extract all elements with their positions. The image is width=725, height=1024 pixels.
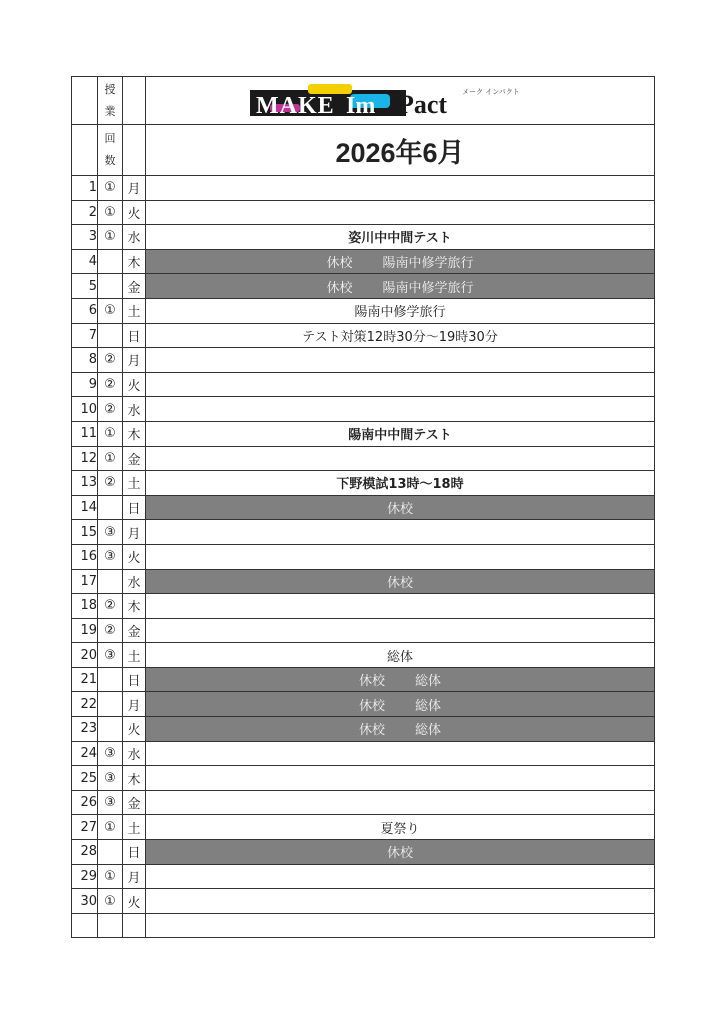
lesson-count: ③ <box>98 643 123 668</box>
lesson-count: ② <box>98 372 123 397</box>
lesson-label-char-1: 授 <box>104 82 116 96</box>
weekday: 木 <box>123 766 146 791</box>
count-label-char-1: 回 <box>104 132 116 145</box>
day-number: 21 <box>72 667 98 692</box>
header-blank-cell <box>123 125 146 176</box>
day-number: 3 <box>72 225 98 250</box>
event-note-text: 陽南中中間テスト <box>348 428 452 444</box>
lesson-count <box>98 692 123 717</box>
weekday: 月 <box>123 864 146 889</box>
event-note-secondary: 陽南中修学旅行 <box>382 280 474 296</box>
lesson-count: ① <box>98 200 123 225</box>
header-blank-cell <box>72 125 98 176</box>
day-number: 7 <box>72 323 98 348</box>
day-row <box>72 225 655 250</box>
weekday: 木 <box>123 249 146 274</box>
lesson-count: ③ <box>98 544 123 569</box>
day-row <box>72 176 655 201</box>
weekday: 火 <box>123 889 146 914</box>
event-note <box>146 889 655 914</box>
event-note-text: 姿川中中間テスト <box>348 231 452 247</box>
day-row <box>72 643 655 668</box>
header-blank-cell <box>123 77 146 125</box>
day-number: 30 <box>72 889 98 914</box>
lesson-label-top <box>98 77 123 125</box>
weekday: 火 <box>123 372 146 397</box>
event-note-text: 休校 <box>358 698 385 714</box>
header-blank-cell <box>72 77 98 125</box>
count-label-char-2: 数 <box>104 154 116 167</box>
day-number: 29 <box>72 864 98 889</box>
logo-cell <box>146 77 655 125</box>
weekday: 金 <box>123 790 146 815</box>
event-note-text: 夏祭り <box>380 821 420 837</box>
weekday: 金 <box>123 274 146 299</box>
day-number: 11 <box>72 421 98 446</box>
lesson-count: ③ <box>98 766 123 791</box>
weekday <box>123 913 146 938</box>
logo-text-left: MAKE <box>256 92 335 118</box>
weekday: 木 <box>123 594 146 619</box>
event-note <box>146 569 655 594</box>
lesson-count <box>98 569 123 594</box>
event-note <box>146 618 655 643</box>
day-number: 20 <box>72 643 98 668</box>
day-number: 10 <box>72 397 98 422</box>
lesson-count <box>98 717 123 742</box>
lesson-count: ② <box>98 594 123 619</box>
lesson-count <box>98 667 123 692</box>
lesson-count <box>98 913 123 938</box>
lesson-count: ② <box>98 348 123 373</box>
event-note <box>146 815 655 840</box>
day-number: 6 <box>72 298 98 323</box>
event-note <box>146 544 655 569</box>
weekday: 月 <box>123 348 146 373</box>
lesson-count <box>98 323 123 348</box>
day-row <box>72 692 655 717</box>
day-row <box>72 840 655 865</box>
weekday: 土 <box>123 471 146 496</box>
lesson-count: ① <box>98 298 123 323</box>
day-row <box>72 446 655 471</box>
weekday: 水 <box>123 569 146 594</box>
lesson-count: ① <box>98 815 123 840</box>
event-note <box>146 225 655 250</box>
day-number: 24 <box>72 741 98 766</box>
day-number: 22 <box>72 692 98 717</box>
day-number: 12 <box>72 446 98 471</box>
day-row <box>72 913 655 938</box>
event-note <box>146 840 655 865</box>
day-row <box>72 348 655 373</box>
event-note-text: 休校 <box>358 674 385 690</box>
day-row <box>72 495 655 520</box>
day-row <box>72 741 655 766</box>
day-row <box>72 372 655 397</box>
header-row-1 <box>72 77 655 125</box>
event-note-text: 陽南中修学旅行 <box>354 305 446 321</box>
weekday: 火 <box>123 717 146 742</box>
event-note <box>146 692 655 717</box>
day-number: 28 <box>72 840 98 865</box>
weekday: 土 <box>123 815 146 840</box>
event-note <box>146 348 655 373</box>
event-note-secondary: 総体 <box>415 698 442 714</box>
event-note <box>146 766 655 791</box>
day-row <box>72 889 655 914</box>
day-row <box>72 594 655 619</box>
header-row-2 <box>72 125 655 176</box>
day-row <box>72 717 655 742</box>
lesson-count: ① <box>98 864 123 889</box>
day-row <box>72 766 655 791</box>
lesson-count: ③ <box>98 790 123 815</box>
event-note <box>146 864 655 889</box>
day-number: 23 <box>72 717 98 742</box>
day-number <box>72 913 98 938</box>
event-note <box>146 176 655 201</box>
weekday: 月 <box>123 520 146 545</box>
day-row <box>72 815 655 840</box>
event-note <box>146 274 655 299</box>
day-row <box>72 249 655 274</box>
event-note-text: 休校 <box>386 575 413 591</box>
event-note-text: テスト対策12時30分～19時30分 <box>302 329 498 345</box>
day-number: 4 <box>72 249 98 274</box>
weekday: 土 <box>123 298 146 323</box>
make-impact-logo <box>250 84 550 118</box>
lesson-count: ① <box>98 421 123 446</box>
day-row <box>72 667 655 692</box>
day-row <box>72 520 655 545</box>
weekday: 月 <box>123 692 146 717</box>
day-number: 16 <box>72 544 98 569</box>
event-note-text: 下野模試13時～18時 <box>336 477 464 493</box>
day-row <box>72 864 655 889</box>
lesson-count: ① <box>98 225 123 250</box>
event-note <box>146 741 655 766</box>
logo-kana: メーク インパクト <box>462 87 520 96</box>
event-note <box>146 249 655 274</box>
lesson-count: ① <box>98 889 123 914</box>
day-row <box>72 471 655 496</box>
day-number: 14 <box>72 495 98 520</box>
day-number: 19 <box>72 618 98 643</box>
event-note <box>146 323 655 348</box>
event-note-secondary: 総体 <box>415 723 442 739</box>
weekday: 月 <box>123 176 146 201</box>
event-note-text: 休校 <box>326 280 353 296</box>
day-number: 13 <box>72 471 98 496</box>
lesson-count <box>98 249 123 274</box>
event-note <box>146 520 655 545</box>
lesson-count <box>98 274 123 299</box>
event-note-text: 休校 <box>386 846 413 862</box>
day-number: 17 <box>72 569 98 594</box>
event-note <box>146 471 655 496</box>
weekday: 火 <box>123 544 146 569</box>
event-note <box>146 913 655 938</box>
lesson-count: ③ <box>98 520 123 545</box>
weekday: 水 <box>123 741 146 766</box>
lesson-label-char-2: 業 <box>104 104 116 118</box>
day-number: 9 <box>72 372 98 397</box>
day-number: 1 <box>72 176 98 201</box>
weekday: 日 <box>123 667 146 692</box>
weekday: 金 <box>123 446 146 471</box>
day-row <box>72 421 655 446</box>
day-number: 2 <box>72 200 98 225</box>
weekday: 日 <box>123 323 146 348</box>
logo-text-mid: Im <box>346 92 376 118</box>
day-row <box>72 298 655 323</box>
lesson-count: ② <box>98 397 123 422</box>
event-note <box>146 397 655 422</box>
lesson-count: ③ <box>98 741 123 766</box>
event-note <box>146 372 655 397</box>
weekday: 日 <box>123 495 146 520</box>
event-note-text: 休校 <box>326 256 353 272</box>
lesson-count <box>98 495 123 520</box>
weekday: 水 <box>123 225 146 250</box>
day-row <box>72 397 655 422</box>
day-number: 25 <box>72 766 98 791</box>
schedule-table <box>71 76 655 938</box>
lesson-count: ① <box>98 176 123 201</box>
page-title: 2026年6月 <box>146 125 655 176</box>
lesson-count <box>98 840 123 865</box>
weekday: 火 <box>123 200 146 225</box>
weekday: 日 <box>123 840 146 865</box>
day-row <box>72 323 655 348</box>
event-note <box>146 594 655 619</box>
day-number: 26 <box>72 790 98 815</box>
day-row <box>72 790 655 815</box>
event-note-secondary: 陽南中修学旅行 <box>382 256 474 272</box>
event-note <box>146 717 655 742</box>
weekday: 水 <box>123 397 146 422</box>
event-note-text: 総体 <box>386 649 413 665</box>
event-note <box>146 200 655 225</box>
event-note <box>146 421 655 446</box>
day-number: 18 <box>72 594 98 619</box>
logo-text-right: Pact <box>398 89 448 118</box>
day-row <box>72 544 655 569</box>
event-note <box>146 495 655 520</box>
event-note <box>146 446 655 471</box>
event-note-text: 休校 <box>386 502 413 518</box>
lesson-count: ② <box>98 471 123 496</box>
event-note-text: 休校 <box>358 723 385 739</box>
day-row <box>72 274 655 299</box>
event-note-secondary: 総体 <box>415 674 442 690</box>
lesson-count: ① <box>98 446 123 471</box>
day-number: 27 <box>72 815 98 840</box>
weekday: 土 <box>123 643 146 668</box>
event-note <box>146 667 655 692</box>
day-number: 8 <box>72 348 98 373</box>
event-note <box>146 643 655 668</box>
weekday: 金 <box>123 618 146 643</box>
day-row <box>72 618 655 643</box>
lesson-count: ② <box>98 618 123 643</box>
count-label <box>98 125 123 176</box>
day-number: 5 <box>72 274 98 299</box>
weekday: 木 <box>123 421 146 446</box>
day-row <box>72 569 655 594</box>
day-row <box>72 200 655 225</box>
event-note <box>146 790 655 815</box>
day-number: 15 <box>72 520 98 545</box>
event-note <box>146 298 655 323</box>
